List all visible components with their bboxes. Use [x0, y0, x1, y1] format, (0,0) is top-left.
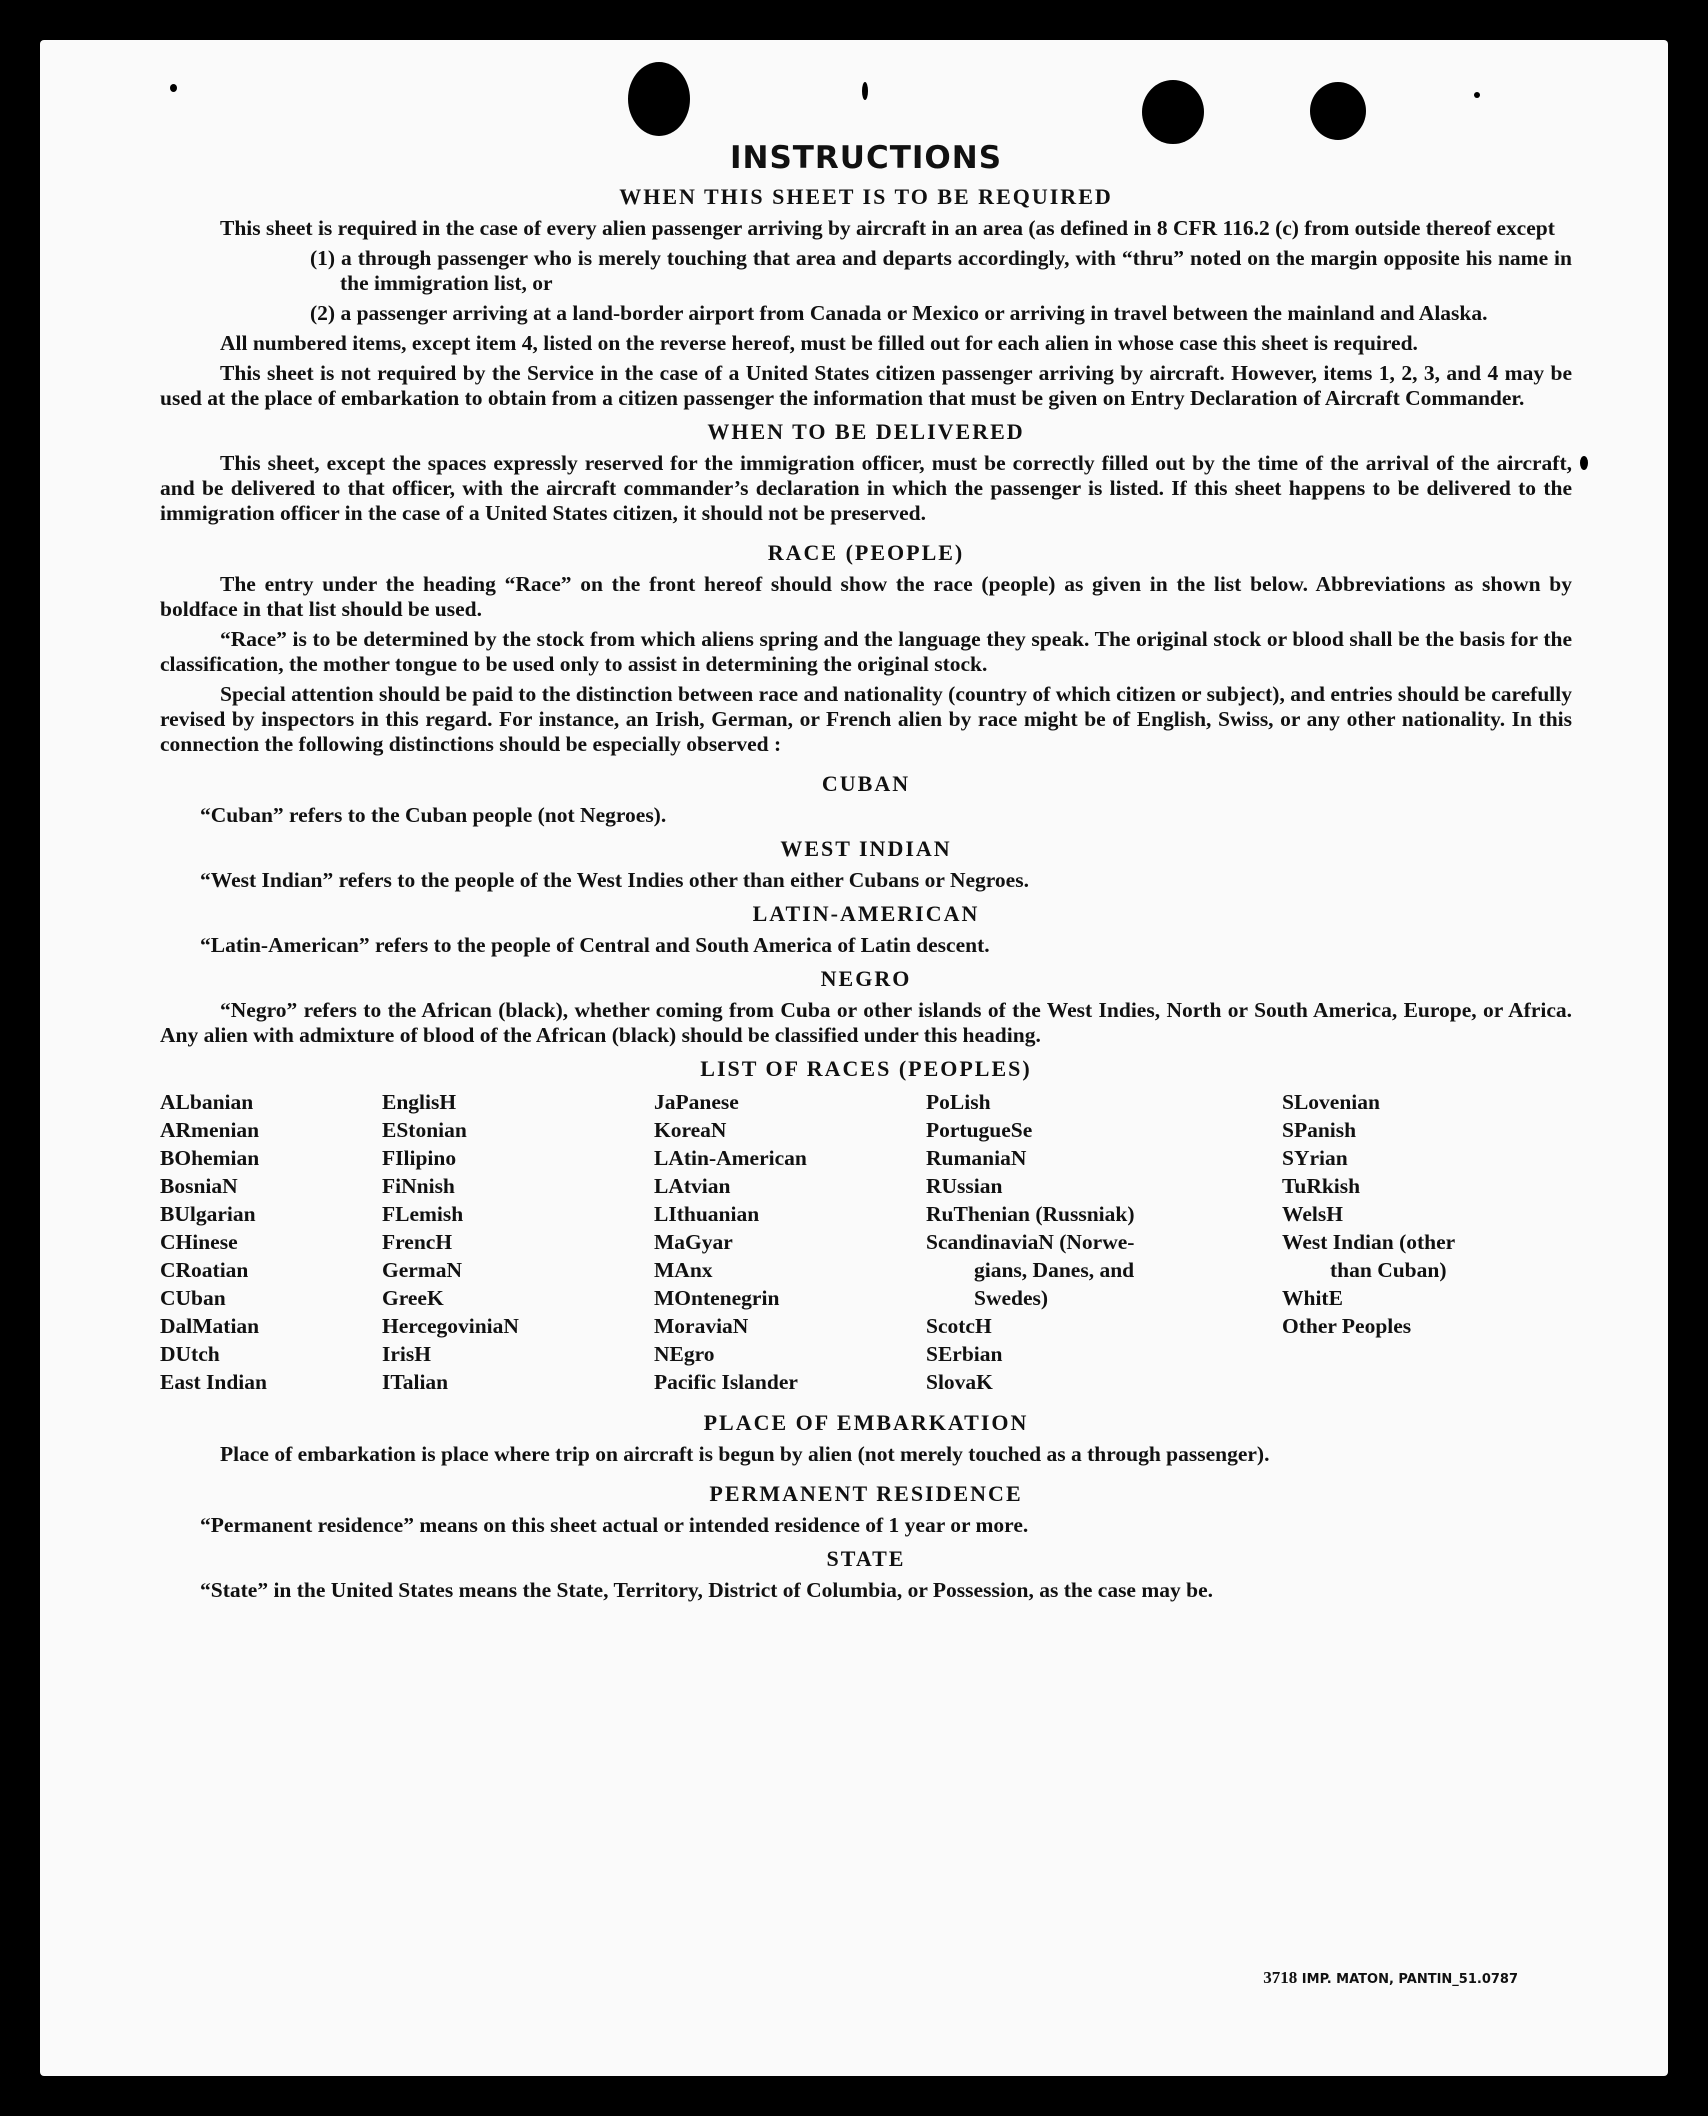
race-entry: TuRkish	[1282, 1174, 1361, 1198]
document-page	[40, 40, 1668, 2076]
paragraph: The entry under the heading “Race” on the front hereof should show the race (people) as given in the list below. Abbreviations as shown by boldface in that list should be used.	[160, 572, 1572, 621]
heading-list-of-races: LIST OF RACES (PEOPLES)	[700, 1056, 1032, 1081]
race-list	[160, 1088, 1572, 1396]
race-entry: gians, Danes, and	[974, 1258, 1135, 1282]
race-entry: LIthuanian	[654, 1202, 760, 1226]
paragraph: Special attention should be paid to the distinction between race and nationality (country of which citizen or subject), and entries should be carefully revised by inspectors in this regard. For instance, an Irish, German, or French alien by race might be of English, Swiss, or any other nationality. In this connection the following distinctions should be especially observed :	[160, 682, 1572, 756]
printer-imprint	[1263, 1968, 1518, 1988]
heading-embarkation: PLACE OF EMBARKATION	[703, 1410, 1029, 1435]
speck	[1474, 92, 1480, 98]
heading-state: STATE	[826, 1546, 906, 1571]
race-entry: West Indian (other	[1282, 1230, 1456, 1254]
race-entry: WhitE	[1282, 1286, 1343, 1310]
race-entry: LAtin-American	[654, 1146, 807, 1170]
race-entry: WelsH	[1282, 1202, 1343, 1226]
race-entry: RUssian	[926, 1174, 1003, 1198]
race-entry: CUban	[160, 1286, 226, 1310]
race-entry: FIlipino	[382, 1146, 457, 1170]
heading-latin-american: LATIN-AMERICAN	[752, 901, 980, 926]
race-entry: than Cuban)	[1330, 1258, 1447, 1282]
heading-cuban: CUBAN	[821, 771, 911, 796]
race-column	[382, 1088, 654, 1396]
speck	[170, 84, 177, 92]
paragraph: “West Indian” refers to the people of the West Indies other than either Cubans or Negroes.	[200, 868, 1029, 892]
race-entry: JaPanese	[654, 1090, 739, 1114]
race-entry: PoLish	[926, 1090, 991, 1114]
punch-hole-center	[1142, 80, 1204, 144]
paragraph: This sheet is not required by the Service in the case of a United States citizen passenger arriving by aircraft. However, items 1, 2, 3, and 4 may be used at the place of embarkation to obtain from a citizen passenger the information that must be given on Entry Declaration of Aircraft Commander.	[160, 361, 1572, 410]
race-entry: Swedes)	[974, 1286, 1049, 1310]
race-entry: East Indian	[160, 1370, 267, 1394]
heading-required: WHEN THIS SHEET IS TO BE REQUIRED	[619, 184, 1113, 209]
printer-name: IMP. MATON, PANTIN_51.0787	[1301, 1972, 1518, 1987]
heading-delivered: WHEN TO BE DELIVERED	[707, 419, 1025, 444]
race-entry: PortugueSe	[926, 1118, 1033, 1142]
race-entry: DalMatian	[160, 1314, 260, 1338]
paragraph: “Latin-American” refers to the people of Central and South America of Latin descent.	[200, 933, 990, 957]
speck	[1580, 456, 1588, 470]
race-entry: MAnx	[654, 1258, 713, 1282]
paragraph: “State” in the United States means the State, Territory, District of Columbia, or Possession, as the case may be.	[200, 1578, 1214, 1602]
heading-negro: NEGRO	[820, 966, 912, 991]
race-entry: BUlgarian	[160, 1202, 256, 1226]
form-number: 3718	[1263, 1968, 1298, 1987]
race-column	[160, 1088, 382, 1396]
race-entry: ScotcH	[926, 1314, 992, 1338]
race-entry: IrisH	[382, 1342, 431, 1366]
race-entry: EnglisH	[382, 1090, 457, 1114]
heading-race: RACE (PEOPLE)	[767, 540, 965, 565]
page-title: INSTRUCTIONS	[729, 140, 1003, 176]
race-entry: BosniaN	[160, 1174, 238, 1198]
race-entry: SlovaK	[926, 1370, 993, 1394]
heading-permanent-residence: PERMANENT RESIDENCE	[709, 1481, 1023, 1506]
race-entry: DUtch	[160, 1342, 220, 1366]
punch-hole-left	[628, 62, 690, 136]
race-column	[1282, 1088, 1572, 1396]
race-entry: HercegoviniaN	[382, 1314, 519, 1338]
race-entry: SPanish	[1282, 1118, 1357, 1142]
race-entry: GermaN	[382, 1258, 462, 1282]
paragraph: “Negro” refers to the African (black), whether coming from Cuba or other islands of the West Indies, North or South America, Europe, or Africa. Any alien with admixture of blood of the African (black) should be classified under this heading.	[160, 998, 1572, 1047]
paragraph: All numbered items, except item 4, listed on the reverse hereof, must be filled out for each alien in whose case this sheet is required.	[220, 331, 1418, 355]
race-entry: RumaniaN	[926, 1146, 1027, 1170]
race-entry: FiNnish	[382, 1174, 455, 1198]
paragraph: This sheet is required in the case of every alien passenger arriving by aircraft in an area (as defined in 8 CFR 116.2 (c) from outside thereof except	[220, 216, 1555, 240]
paragraph: “Permanent residence” means on this sheet actual or intended residence of 1 year or more.	[200, 1513, 1029, 1537]
race-entry: SLovenian	[1282, 1090, 1380, 1114]
race-entry: NEgro	[654, 1342, 715, 1366]
race-entry: MOntenegrin	[654, 1286, 780, 1310]
race-entry: RuThenian (Russniak)	[926, 1202, 1135, 1226]
race-entry: ScandinaviaN (Norwe-	[926, 1230, 1135, 1254]
instructions-content	[160, 140, 1572, 1608]
race-entry: Pacific Islander	[654, 1370, 798, 1394]
race-entry: MaGyar	[654, 1230, 733, 1254]
list-item: (2) a passenger arriving at a land-border airport from Canada or Mexico or arriving in travel between the mainland and Alaska.	[310, 301, 1488, 325]
race-entry: BOhemian	[160, 1146, 260, 1170]
paragraph: Place of embarkation is place where trip on aircraft is begun by alien (not merely touched as a through passenger).	[220, 1442, 1270, 1466]
race-entry: ALbanian	[160, 1090, 254, 1114]
race-entry: ARmenian	[160, 1118, 260, 1142]
race-entry: CRoatian	[160, 1258, 249, 1282]
race-entry: EStonian	[382, 1118, 467, 1142]
speck	[862, 82, 868, 100]
race-entry: Other Peoples	[1282, 1314, 1412, 1338]
race-entry: LAtvian	[654, 1174, 731, 1198]
paragraph: “Cuban” refers to the Cuban people (not Negroes).	[200, 803, 667, 827]
race-entry: GreeK	[382, 1286, 444, 1310]
race-column	[926, 1088, 1282, 1396]
race-entry: MoraviaN	[654, 1314, 749, 1338]
race-entry: KoreaN	[654, 1118, 727, 1142]
race-entry: FrencH	[382, 1230, 453, 1254]
punch-hole-right	[1310, 82, 1366, 140]
paragraph: This sheet, except the spaces expressly reserved for the immigration officer, must be correctly filled out by the time of the arrival of the aircraft, and be delivered to that officer, with the aircraft commander’s declaration in which the passenger is listed. If this sheet happens to be delivered to the immigration officer in the case of a United States citizen, it should not be preserved.	[160, 451, 1572, 525]
heading-west-indian: WEST INDIAN	[780, 836, 952, 861]
race-entry: SYrian	[1282, 1146, 1348, 1170]
race-entry: ITalian	[382, 1370, 449, 1394]
list-item: (1) a through passenger who is merely touching that area and departs accordingly, with “thru” noted on the margin opposite his name in the immigration list, or	[310, 246, 1572, 295]
paragraph: “Race” is to be determined by the stock from which aliens spring and the language they speak. The original stock or blood shall be the basis for the classification, the mother tongue to be used only to assist in determining the original stock.	[160, 627, 1572, 676]
race-entry: FLemish	[382, 1202, 464, 1226]
race-column	[654, 1088, 926, 1396]
race-entry: SErbian	[926, 1342, 1003, 1366]
race-entry: CHinese	[160, 1230, 238, 1254]
